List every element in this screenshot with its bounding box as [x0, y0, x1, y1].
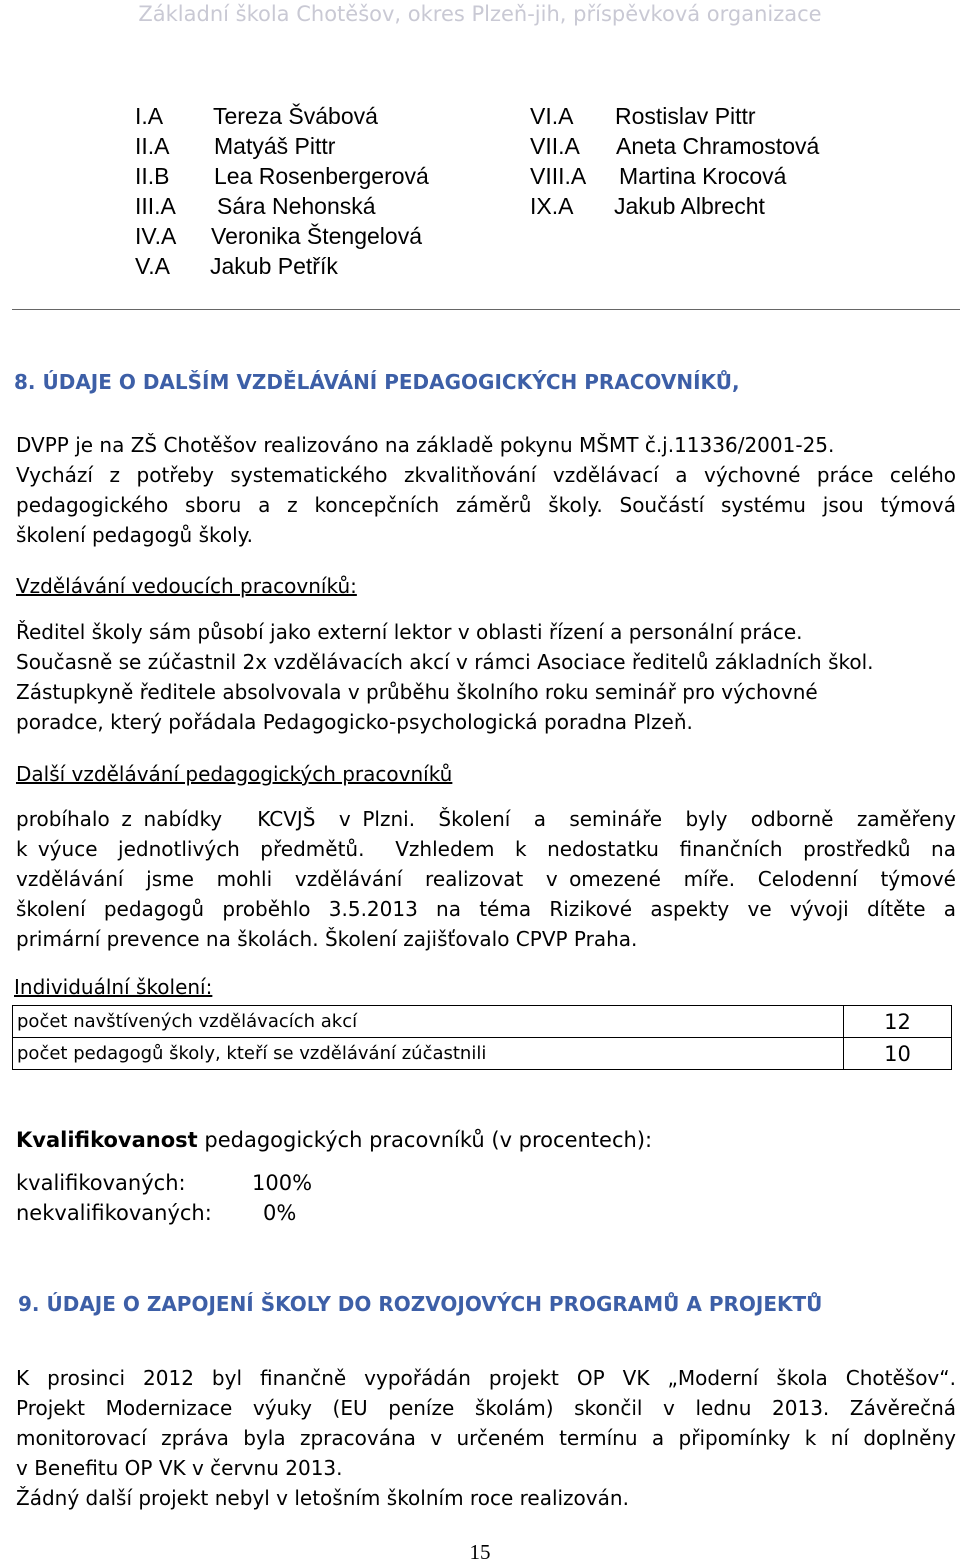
- class-code: VIII.A: [530, 163, 587, 189]
- class-code: II.B: [135, 163, 170, 189]
- paragraph-line: primární prevence na školách. Školení zajišťovalo CPVP Praha.: [16, 927, 638, 951]
- paragraph-line: poradce, který pořádala Pedagogicko-psychologická poradna Plzeň.: [16, 710, 693, 734]
- table-cell-label: počet pedagogů školy, kteří se vzdělávání zúčastnili: [13, 1038, 844, 1070]
- class-code: VI.A: [530, 103, 574, 129]
- class-code: II.A: [135, 133, 170, 159]
- class-code: III.A: [135, 193, 176, 219]
- student-name: Veronika Štengelová: [211, 223, 422, 249]
- paragraph-line: Současně se zúčastnil 2x vzdělávacích akcí v rámci Asociace ředitelů základních škol.: [16, 650, 874, 674]
- paragraph-line: DVPP je na ZŠ Chotěšov realizováno na základě pokynu MŠMT č.j.11336/2001-25.: [16, 433, 835, 457]
- student-name: Jakub Petřík: [210, 253, 338, 279]
- paragraph-line: školení pedagogů školy.: [16, 523, 254, 547]
- table-cell-value: 12: [844, 1006, 952, 1038]
- unqualified-label: nekvalifikovaných:: [16, 1201, 212, 1225]
- section-divider: [12, 309, 960, 310]
- student-name: Tereza Švábová: [213, 103, 378, 129]
- individual-training-heading: Individuální školení:: [14, 975, 213, 999]
- paragraph-line: školení pedagogů proběhlo 3.5.2013 na téma Rizikové aspekty ve vývoji dítěte a: [16, 897, 956, 921]
- training-table: [12, 1005, 952, 1070]
- table-row: [13, 1006, 952, 1038]
- paragraph-line: pedagogického sboru a z koncepčních záměrů školy. Součástí systému jsou týmová: [16, 493, 956, 517]
- paragraph-line: K prosinci 2012 byl finančně vypořádán projekt OP VK „Moderní škola Chotěšov“.: [16, 1366, 956, 1390]
- paragraph-line: vzdělávání jsme mohli vzdělávání realizovat v omezené míře. Celodenní týmové: [16, 867, 956, 891]
- student-name: Sára Nehonská: [217, 193, 376, 219]
- table-cell-label: počet navštívených vzdělávacích akcí: [13, 1006, 844, 1038]
- qualification-heading: [16, 1128, 652, 1152]
- class-code: VII.A: [530, 133, 580, 159]
- class-code: IV.A: [135, 223, 177, 249]
- paragraph-line: Projekt Modernizace výuky (EU peníze školám) skončil v lednu 2013. Závěrečná: [16, 1396, 956, 1420]
- section-8-intro: [16, 430, 956, 550]
- staff-heading: Další vzdělávání pedagogických pracovníků: [16, 762, 453, 786]
- section-9-paragraph: [16, 1363, 956, 1513]
- student-name: Jakub Albrecht: [614, 193, 765, 219]
- class-code: IX.A: [530, 193, 574, 219]
- qualification-heading-bold: Kvalifikovanost: [16, 1128, 198, 1152]
- paragraph-line: probíhalo z nabídky KCVJŠ v Plzni. Školení a semináře byly odborně zaměřeny: [16, 807, 956, 831]
- table-cell-value: 10: [844, 1038, 952, 1070]
- class-code: V.A: [135, 253, 170, 279]
- page-number: 15: [469, 1540, 491, 1564]
- table-row: [13, 1038, 952, 1070]
- student-name: Aneta Chramostová: [616, 133, 820, 159]
- paragraph-line: Žádný další projekt nebyl v letošním školním roce realizován.: [16, 1486, 629, 1510]
- leaders-heading: Vzdělávání vedoucích pracovníků:: [16, 574, 357, 598]
- paragraph-line: Zástupkyně ředitele absolvovala v průběhu školního roku seminář pro výchovné: [16, 680, 818, 704]
- student-name: Matyáš Pittr: [214, 133, 336, 159]
- student-name: Martina Krocová: [619, 163, 787, 189]
- paragraph-line: Ředitel školy sám působí jako externí lektor v oblasti řízení a personální práce.: [16, 620, 803, 644]
- qualified-label: kvalifikovaných:: [16, 1171, 186, 1195]
- section-9-heading: 9. ÚDAJE O ZAPOJENÍ ŠKOLY DO ROZVOJOVÝCH PROGRAMŮ A PROJEKTŮ: [18, 1292, 823, 1316]
- leaders-paragraph: [16, 617, 956, 737]
- qualification-heading-rest: pedagogických pracovníků (v procentech):: [197, 1128, 653, 1152]
- unqualified-value: 0%: [263, 1201, 297, 1225]
- staff-paragraph: [16, 804, 956, 954]
- paragraph-line: v Benefitu OP VK v červnu 2013.: [16, 1456, 343, 1480]
- student-name: Lea Rosenbergerová: [214, 163, 429, 189]
- qualified-value: 100%: [252, 1171, 313, 1195]
- paragraph-line: Vychází z potřeby systematického zkvalitňování vzdělávací a výchovné práce celého: [16, 463, 956, 487]
- class-code: I.A: [135, 103, 164, 129]
- student-name: Rostislav Pittr: [615, 103, 756, 129]
- paragraph-line: monitorovací zpráva byla zpracována v určeném termínu a připomínky k ní doplněny: [16, 1426, 956, 1450]
- paragraph-line: k výuce jednotlivých předmětů. Vzhledem k nedostatku finančních prostředků na: [16, 837, 956, 861]
- section-8-heading: 8. ÚDAJE O DALŠÍM VZDĚLÁVÁNÍ PEDAGOGICKÝCH PRACOVNÍKŮ,: [14, 370, 740, 394]
- page-header: Základní škola Chotěšov, okres Plzeň-jih, příspěvková organizace: [138, 2, 822, 26]
